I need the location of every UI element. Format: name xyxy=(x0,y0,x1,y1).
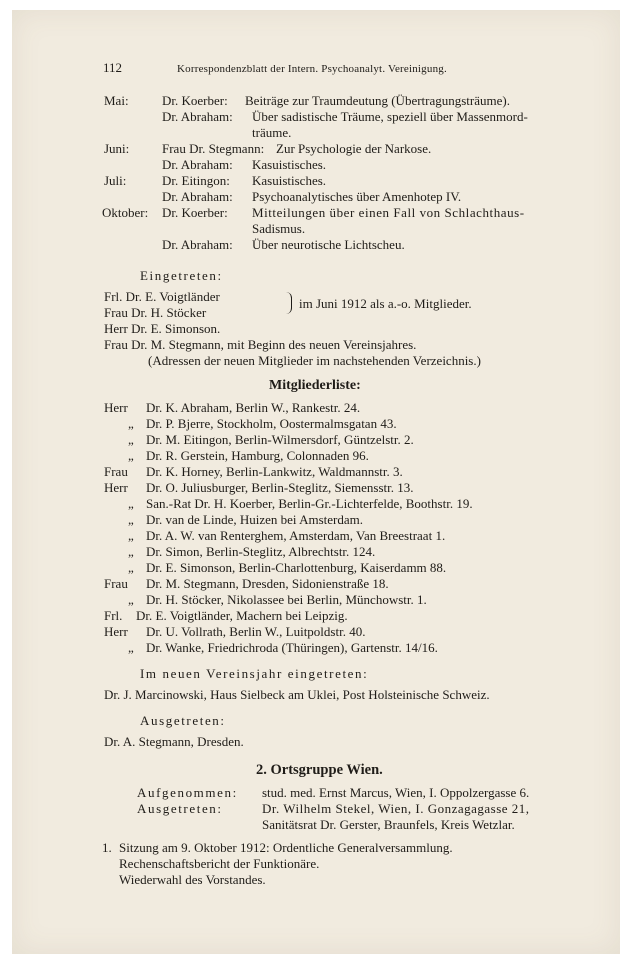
sitzung-item: Wiederwahl des Vorstandes. xyxy=(119,872,266,887)
schedule-month: Oktober: xyxy=(102,205,149,220)
member-prefix: Frau xyxy=(104,576,128,591)
brace xyxy=(285,292,292,314)
ausgetreten-label: Ausgetreten: xyxy=(137,801,223,816)
sitzung-title: Sitzung am 9. Oktober 1912: Ordentliche Generalversammlung. xyxy=(119,840,453,855)
member-prefix: „ xyxy=(128,560,134,575)
schedule-speaker: Dr. Koerber: xyxy=(162,93,228,108)
schedule-speaker: Dr. Koerber: xyxy=(162,205,228,220)
document-page xyxy=(12,10,620,954)
schedule-speaker: Frau Dr. Stegmann: xyxy=(162,141,265,156)
schedule-topic: Kasuistisches. xyxy=(252,173,327,188)
schedule-topic: Über neurotische Lichtscheu. xyxy=(252,237,405,252)
new-year-entry: Dr. J. Marcinowski, Haus Sielbeck am Uklei, Post Holsteinische Schweiz. xyxy=(104,687,490,702)
member-entry: Dr. A. W. van Renterghem, Amsterdam, Van Breestraat 1. xyxy=(146,528,446,543)
new-member-line: Herr Dr. E. Simonson. xyxy=(104,321,221,336)
schedule-topic-cont: Sadismus. xyxy=(252,221,306,236)
schedule-topic: Psychoanalytisches über Amenhotep IV. xyxy=(252,189,462,204)
member-prefix: „ xyxy=(128,544,134,559)
member-entry: Dr. R. Gerstein, Hamburg, Colonnaden 96. xyxy=(146,448,369,463)
member-prefix: Frau xyxy=(104,464,128,479)
new-member-line: Frau Dr. M. Stegmann, mit Beginn des neuen Vereinsjahres. xyxy=(104,337,417,352)
schedule-speaker: Dr. Eitingon: xyxy=(162,173,230,188)
member-prefix: „ xyxy=(128,640,134,655)
member-prefix: „ xyxy=(128,496,134,511)
address-note: (Adressen der neuen Mitglieder im nachstehenden Verzeichnis.) xyxy=(148,353,481,368)
schedule-speaker: Dr. Abraham: xyxy=(162,237,233,252)
member-entry: Dr. K. Abraham, Berlin W., Rankestr. 24. xyxy=(146,400,361,415)
member-prefix: Herr xyxy=(104,400,128,415)
member-entry: Dr. Wanke, Friedrichroda (Thüringen), Gartenstr. 14/16. xyxy=(146,640,438,655)
schedule-topic: Kasuistisches. xyxy=(252,157,327,172)
member-entry: Dr. O. Juliusburger, Berlin-Steglitz, Siemensstr. 13. xyxy=(146,480,414,495)
member-prefix: „ xyxy=(128,512,134,527)
sitzung-item: Rechenschaftsbericht der Funktionäre. xyxy=(119,856,320,871)
member-entry: Dr. Simon, Berlin-Steglitz, Albrechtstr. 124. xyxy=(146,544,376,559)
schedule-month: Juli: xyxy=(104,173,127,188)
ausgetreten-wien-entry: Dr. Wilhelm Stekel, Wien, I. Gonzagagasse 21, xyxy=(262,801,530,816)
brace-note: im Juni 1912 als a.-o. Mitglieder. xyxy=(299,296,472,311)
ausgetreten-entry: Dr. A. Stegmann, Dresden. xyxy=(104,734,244,749)
ausgetreten-heading: Ausgetreten: xyxy=(140,713,226,728)
schedule-topic-cont: träume. xyxy=(252,125,292,140)
new-member-line: Frl. Dr. E. Voigtländer xyxy=(104,289,220,304)
schedule-month: Mai: xyxy=(104,93,129,108)
aufgenommen-entry: stud. med. Ernst Marcus, Wien, I. Oppolzergasse 6. xyxy=(262,785,530,800)
page-number: 112 xyxy=(103,60,123,75)
member-prefix: Herr xyxy=(104,480,128,495)
schedule-topic: Zur Psychologie der Narkose. xyxy=(276,141,432,156)
member-prefix: „ xyxy=(128,528,134,543)
member-prefix: „ xyxy=(128,416,134,431)
schedule-month: Juni: xyxy=(104,141,130,156)
eingetreten-heading: Eingetreten: xyxy=(140,268,223,283)
mitgliederliste-heading: Mitgliederliste: xyxy=(269,378,361,393)
member-entry: Dr. E. Voigtländer, Machern bei Leipzig. xyxy=(136,608,348,623)
new-year-heading: Im neuen Vereinsjahr eingetreten: xyxy=(140,666,369,681)
member-entry: San.-Rat Dr. H. Koerber, Berlin-Gr.-Lichterfelde, Boothstr. 19. xyxy=(146,496,473,511)
member-entry: Dr. M. Eitingon, Berlin-Wilmersdorf, Güntzelstr. 2. xyxy=(146,432,414,447)
member-prefix: „ xyxy=(128,592,134,607)
ausgetreten-wien-entry-cont: Sanitätsrat Dr. Gerster, Braunfels, Kreis Wetzlar. xyxy=(262,817,515,832)
sitzung-number: 1. xyxy=(102,840,112,855)
schedule-topic: Mitteilungen über einen Fall von Schlachthaus- xyxy=(252,205,525,220)
member-prefix: Frl. xyxy=(104,608,123,623)
schedule-speaker: Dr. Abraham: xyxy=(162,109,233,124)
member-entry: Dr. K. Horney, Berlin-Lankwitz, Waldmannstr. 3. xyxy=(146,464,403,479)
member-prefix: „ xyxy=(128,432,134,447)
member-entry: Dr. M. Stegmann, Dresden, Sidonienstraße 18. xyxy=(146,576,389,591)
aufgenommen-label: Aufgenommen: xyxy=(137,785,238,800)
member-entry: Dr. H. Stöcker, Nikolassee bei Berlin, Münchowstr. 1. xyxy=(146,592,427,607)
member-prefix: Herr xyxy=(104,624,128,639)
schedule-speaker: Dr. Abraham: xyxy=(162,157,233,172)
schedule-topic: Über sadistische Träume, speziell über Massenmord- xyxy=(252,109,528,124)
wien-heading: 2. Ortsgruppe Wien. xyxy=(256,762,383,778)
running-head: Korrespondenzblatt der Intern. Psychoanalyt. Vereinigung. xyxy=(177,63,447,75)
member-prefix: „ xyxy=(128,448,134,463)
schedule-topic: Beiträge zur Traumdeutung (Übertragungsträume). xyxy=(245,93,510,108)
member-entry: Dr. U. Vollrath, Berlin W., Luitpoldstr. 40. xyxy=(146,624,366,639)
member-entry: Dr. P. Bjerre, Stockholm, Oostermalmsgatan 43. xyxy=(146,416,397,431)
member-entry: Dr. van de Linde, Huizen bei Amsterdam. xyxy=(146,512,363,527)
new-member-line: Frau Dr. H. Stöcker xyxy=(104,305,207,320)
schedule-speaker: Dr. Abraham: xyxy=(162,189,233,204)
member-entry: Dr. E. Simonson, Berlin-Charlottenburg, Kaiserdamm 88. xyxy=(146,560,447,575)
